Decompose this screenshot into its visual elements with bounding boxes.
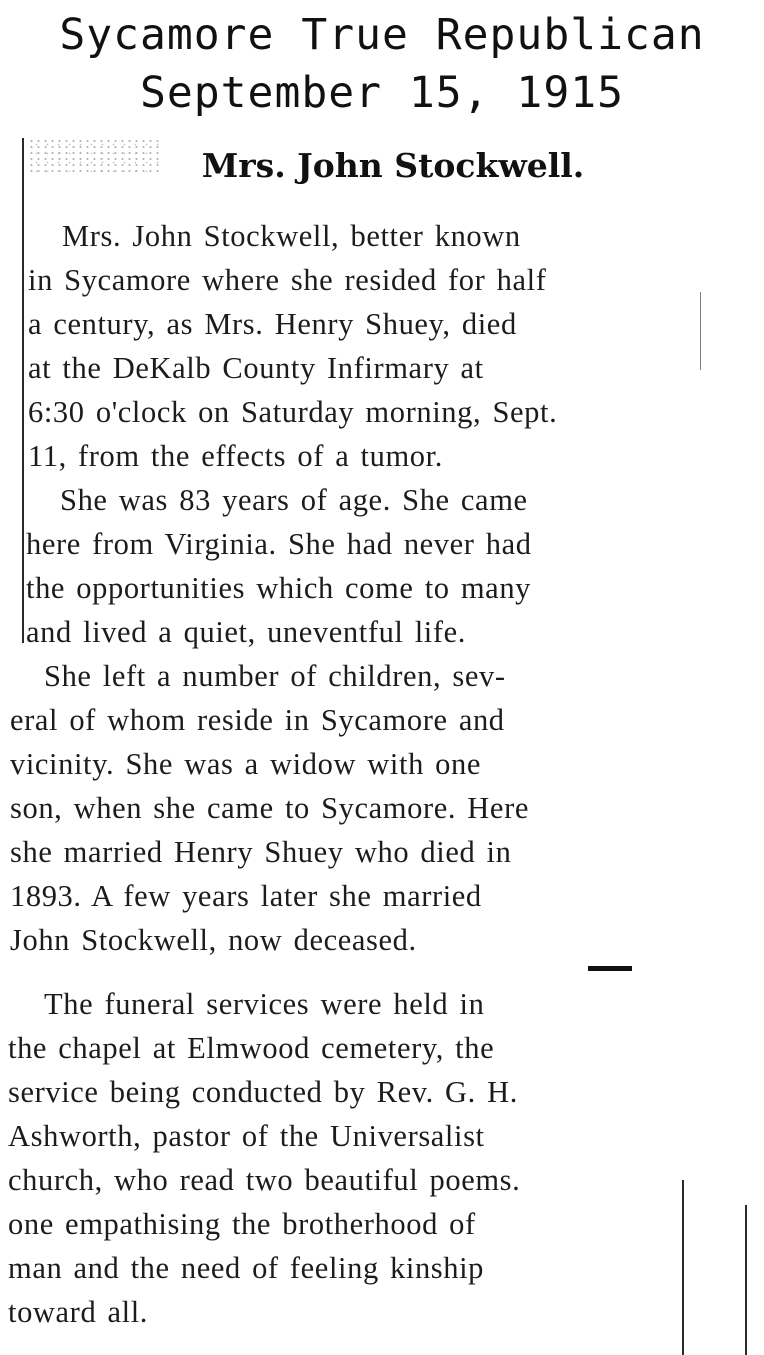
text-line: Mrs. John Stockwell, better known	[62, 219, 521, 253]
publication-date: September 15, 1915	[140, 68, 624, 118]
text-line: one empathising the brotherhood of	[8, 1207, 476, 1241]
text-line: The funeral services were held in	[44, 987, 485, 1021]
newspaper-name: Sycamore True Republican	[59, 10, 705, 60]
left-column-rule	[22, 138, 24, 643]
text-line: John Stockwell, now deceased.	[10, 923, 417, 957]
text-line: church, who read two beautiful poems.	[8, 1163, 521, 1197]
right-column-rule-top	[700, 292, 701, 370]
right-column-rule-bottom	[682, 1180, 684, 1355]
text-line: at the DeKalb County Infirmary at	[28, 351, 484, 385]
section-dash	[588, 966, 632, 971]
text-line: a century, as Mrs. Henry Shuey, died	[28, 307, 517, 341]
text-line: in Sycamore where she resided for half	[28, 263, 547, 297]
text-line: 1893. A few years later she married	[10, 879, 482, 913]
right-edge-rule	[745, 1205, 747, 1355]
text-line: the chapel at Elmwood cemetery, the	[8, 1031, 495, 1065]
newspaper-header	[0, 6, 764, 122]
text-line: and lived a quiet, uneventful life.	[26, 615, 466, 649]
text-line: She left a number of children, sev-	[44, 659, 506, 693]
text-line: the opportunities which come to many	[26, 571, 532, 605]
text-line: 11, from the effects of a tumor.	[28, 439, 443, 473]
text-line: she married Henry Shuey who died in	[10, 835, 512, 869]
text-line: service being conducted by Rev. G. H.	[8, 1075, 518, 1109]
text-line: 6:30 o'clock on Saturday morning, Sept.	[28, 395, 558, 429]
text-line: man and the need of feeling kinship	[8, 1251, 485, 1285]
text-line: Ashworth, pastor of the Universalist	[8, 1119, 485, 1153]
text-line: eral of whom reside in Sycamore and	[10, 703, 505, 737]
text-line: here from Virginia. She had never had	[26, 527, 532, 561]
article-title: Mrs. John Stockwell.	[201, 146, 585, 185]
text-line: vicinity. She was a widow with one	[10, 747, 481, 781]
text-line: She was 83 years of age. She came	[60, 483, 528, 517]
text-line: toward all.	[8, 1295, 149, 1329]
text-line: son, when she came to Sycamore. Here	[10, 791, 529, 825]
